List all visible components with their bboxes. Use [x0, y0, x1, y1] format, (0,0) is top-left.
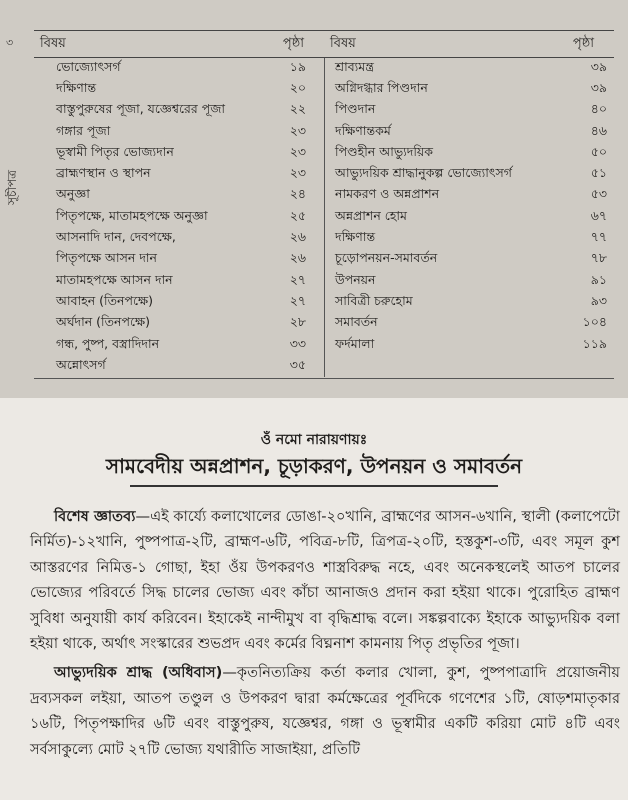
toc-entry-title: নামকরণ ও অন্নপ্রাশন	[335, 186, 440, 202]
toc-entry-page: ৯৩	[590, 292, 607, 308]
toc-header-right	[324, 34, 614, 55]
toc-entry-title: সাবিত্রী চরুহোম	[335, 292, 413, 308]
toc-entry-title: সমাবর্তন	[335, 314, 378, 330]
toc-entry	[34, 228, 324, 249]
toc-entry-title: শ্রাব্যমন্ত্র	[335, 58, 374, 74]
toc-entry-page: ৬৭	[590, 207, 607, 223]
toc-entry-page: ১১৯	[582, 335, 607, 351]
toc-entry	[34, 335, 324, 356]
toc-entry-title: মাতামহপক্ষে আসন দান	[56, 271, 173, 287]
toc-entry	[34, 314, 324, 335]
toc-entry-page: ৩৯	[590, 58, 607, 74]
toc-entry-page: ২৩	[289, 143, 306, 159]
header-page: পৃষ্ঠা	[572, 35, 594, 51]
toc-entry-page: ১০৪	[582, 314, 607, 330]
toc-entry	[34, 79, 324, 100]
toc-entry	[34, 207, 324, 228]
toc-entry	[325, 271, 615, 292]
toc-entry-title: ভূস্বামী পিতৃর ভোজ্যদান	[56, 143, 174, 159]
toc-entry	[34, 58, 324, 79]
toc-divider	[34, 378, 614, 379]
toc-entry	[325, 228, 615, 249]
toc-entry-page: ২৩	[289, 165, 306, 181]
toc-entry-title: গঙ্গার পূজা	[56, 122, 111, 138]
toc-entry-page: ৫০	[590, 143, 607, 159]
toc-entry-page: ৯১	[590, 271, 607, 287]
toc-entry-title: গন্ধ, পুষ্প, বস্ত্রাদিদান	[56, 335, 160, 351]
toc-entry-title: চূড়োপনয়ন-সমাবর্তন	[335, 250, 438, 266]
paragraph-lead: বিশেষ জ্ঞাতব্য	[54, 508, 136, 525]
toc-entry-page: ৩৯	[590, 79, 607, 95]
toc-entry-page: ২৬	[289, 250, 306, 266]
toc-entry-page: ৫৩	[590, 186, 607, 202]
toc-entry-page: ২৩	[289, 122, 306, 138]
paragraph	[30, 504, 620, 656]
toc-entry-page: ২৪	[289, 186, 306, 202]
toc-entry-page: ৩৩	[289, 335, 306, 351]
toc-entry-title: ভোজ্যোৎসর্গ	[56, 58, 121, 74]
toc-entry	[325, 79, 615, 100]
toc-entry	[325, 292, 615, 313]
toc-entry	[325, 143, 615, 164]
toc-entry-page: ২০	[289, 79, 306, 95]
toc-entry	[325, 250, 615, 271]
toc-entry-title: ব্রাহ্মণস্থান ও স্থাপন	[56, 165, 151, 181]
toc-entry-title: আভ্যুদয়িক শ্রাদ্ধানুকল্প ভোজ্যোৎসর্গ	[335, 165, 512, 181]
toc-entry-title: দক্ষিণান্ত	[56, 79, 97, 95]
toc-entry	[325, 207, 615, 228]
toc-entry-title: পিতৃপক্ষে আসন দান	[56, 250, 157, 266]
toc-entry-page: ৪৬	[590, 122, 607, 138]
toc-entry	[325, 101, 615, 122]
header-subject: বিষয়	[330, 35, 356, 51]
toc-entry	[34, 101, 324, 122]
toc-entry-page: ৭৮	[590, 250, 607, 266]
toc-entry-title: আবাহন (তিনপক্ষে)	[56, 292, 153, 308]
toc-right-column	[325, 58, 615, 377]
toc-entry-page: ২৬	[289, 229, 306, 245]
toc-entry	[325, 186, 615, 207]
paragraph	[30, 660, 620, 762]
toc-entry-page: ২৮	[289, 314, 306, 330]
toc-entry-title: দক্ষিণান্ত	[335, 229, 376, 245]
toc-entry	[34, 186, 324, 207]
toc-entry	[325, 122, 615, 143]
invocation: ওঁ নমো নারায়ণায়ঃ	[260, 432, 368, 448]
toc-entry	[34, 164, 324, 185]
toc-entry-page: ২৫	[289, 207, 306, 223]
paragraph-text: —এই কার্য্যে কলাখোলের ডোঙা-২০খানি, ব্রাহ্মণের আসন-৬খানি, স্থালী (কলাপেটো নির্মিত)-১২খানি, পুষ্পপাত্র-২টি, ব্রাহ্মণ-৬টি, পবিত্র-৮টি, ত্রিপত্র-২০টি, হস্তকুশ-৩টি, এবং সমূল কুশ আস্তরণের নিমিত্ত-১ গোছা, ইহা ওঁয় উপকরণও শাস্ত্রবিরুদ্ধ নহে, এবং অনেকস্থলেই আতপ চালের ভোজ্যের পরিবর্তে সিদ্ধ চালের ভোজ্য এবং কাঁচা আনাজও প্রদান করা হইয়া থাকে। পুরোহিত ব্রাহ্মণ সুবিধা অনুযায়ী কার্য করিবেন। ইহাকেই নান্দীমুখ বা বৃদ্ধিশ্রাদ্ধ বলে। সঙ্কল্পবাক্যে ইহাকে আভ্যুদয়িক বলা হইয়া থাকে, অর্থাৎ সংস্কারের শুভপ্রদ এবং কর্মের বিঘ্ননাশ কামনায় পিতৃ প্রভৃতির পূজা।	[30, 508, 620, 653]
header-subject: বিষয়	[40, 35, 66, 51]
toc-entry	[325, 314, 615, 335]
body-text	[30, 504, 620, 766]
page-number: ৩	[6, 36, 14, 49]
toc-entry-page: ৭৭	[590, 229, 607, 245]
toc-entry-title: অনুজ্ঞা	[56, 186, 90, 202]
toc-entry-title: অর্ঘদান (তিনপক্ষে)	[56, 314, 150, 330]
toc-entry-page: ৪০	[590, 101, 607, 117]
side-label: সূচীপত্র	[5, 170, 19, 205]
toc-entry	[34, 292, 324, 313]
toc-header-left	[34, 34, 324, 55]
toc-entry	[325, 335, 615, 356]
toc-entry	[34, 271, 324, 292]
toc-entry-title: অন্নপ্রাশন হোম	[335, 207, 407, 223]
toc-entry	[325, 164, 615, 185]
toc-entry-title: পিতৃপক্ষে, মাতামহপক্ষে অনুজ্ঞা	[56, 207, 208, 223]
toc-entry-page: ২৭	[289, 271, 306, 287]
toc-entry-page: ৫১	[590, 165, 607, 181]
toc-entry-page: ১৯	[289, 58, 306, 74]
toc-entry-title: উপনয়ন	[335, 271, 376, 287]
toc-entry	[34, 250, 324, 271]
toc-entry	[34, 143, 324, 164]
toc-entry-title: পিণ্ডদান	[335, 101, 376, 117]
toc-entry-title: বাস্তুপুরুষের পূজা, যজ্ঞেশ্বরের পূজা	[56, 101, 226, 117]
toc-entry-title: দক্ষিণান্তকর্ম	[335, 122, 391, 138]
chapter-title: সামবেদীয় অন্নপ্রাশন, চূড়াকরণ, উপনয়ন ও সমাবর্তন	[105, 454, 523, 478]
toc-entry-title: পিণ্ডহীন আভ্যুদয়িক	[335, 143, 434, 159]
table-of-contents	[34, 30, 614, 377]
title-underline	[130, 485, 498, 487]
toc-entry-page: ২৭	[289, 292, 306, 308]
toc-entry-title: আসনাদি দান, দেবপক্ষে,	[56, 229, 176, 245]
paragraph-lead: আভ্যুদয়িক শ্রাদ্ধ (অধিবাস)	[54, 664, 223, 682]
toc-header	[34, 30, 614, 58]
toc-entry-title: ফর্দমালা	[335, 335, 375, 351]
toc-entry-page: ২২	[289, 101, 306, 117]
toc-entry	[34, 356, 324, 377]
toc-entry-page: ৩৫	[289, 356, 306, 372]
toc-entry-title: অন্নোৎসর্গ	[56, 356, 106, 372]
paragraph-text: —কৃতনিত্যক্রিয় কর্তা কলার খোলা, কুশ, পুষ্পপাত্রাদি প্রয়োজনীয় দ্রব্যসকল লইয়া, আতপ তণ্ডুল ও উপকরণ দ্বারা কর্মক্ষেত্রের পূর্বদিকে গণেশের ১টি, ষোড়শমাতৃকার ১৬টি, পিতৃপক্ষাদির ৬টি এবং বাস্তুপুরুষ, যজ্ঞেশ্বর, গঙ্গা ও ভূস্বামীর একটি করিয়া মোট ৪টি এবং সর্বসাকুল্যে মোট ২৭টি ভোজ্য যথারীতি সাজাইয়া, প্রতিটি	[30, 664, 620, 758]
header-page: পৃষ্ঠা	[282, 35, 304, 51]
toc-left-column	[34, 58, 325, 377]
toc-entry-title: অগ্নিদগ্ধার পিণ্ডদান	[335, 79, 428, 95]
toc-entry	[34, 122, 324, 143]
toc-entry	[325, 58, 615, 79]
